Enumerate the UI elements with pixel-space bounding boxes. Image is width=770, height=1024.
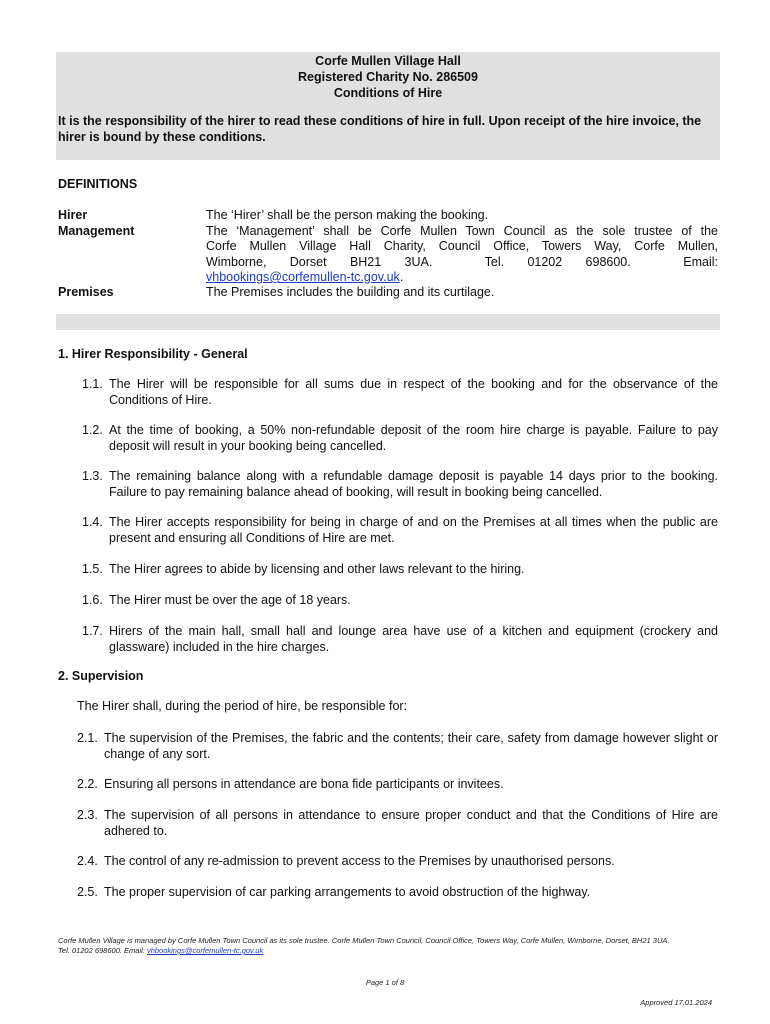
management-email-suffix: . (399, 270, 404, 284)
section-divider (56, 314, 720, 330)
term-management: Management (58, 224, 135, 238)
list-item (82, 624, 718, 655)
item-number: 1.5. (82, 562, 103, 576)
item-number: 1.7. (82, 624, 103, 638)
item-text: At the time of booking, a 50% non-refundable deposit of the room hire charge is payable. Failure to pay deposit will result in your booking being cancelled. (109, 423, 718, 453)
list-item (82, 423, 718, 454)
footer-note (58, 936, 718, 956)
item-text: Ensuring all persons in attendance are bona fide participants or invitees. (104, 777, 504, 791)
list-item (77, 808, 718, 839)
definition-premises: The Premises includes the building and its curtilage. (206, 285, 495, 299)
term-hirer: Hirer (58, 208, 88, 222)
footer-contact: Tel. 01202 698600. Email: (58, 946, 147, 955)
item-text: The supervision of all persons in attendance to ensure proper conduct and that the Conditions of Hire are adhered to. (104, 808, 718, 838)
list-item (77, 777, 718, 793)
definition-management-line3: Wimborne, Dorset BH21 3UA. Tel. 01202 698600. Email: (206, 255, 718, 269)
footer-email-link[interactable]: vhbookings@corfemullen-tc.gov.uk (146, 946, 264, 955)
section1-heading: 1. Hirer Responsibility - General (58, 347, 248, 361)
approved-date: Approved 17.01.2024 (640, 998, 712, 1007)
item-number: 1.6. (82, 593, 103, 607)
charity-number: Registered Charity No. 286509 (298, 70, 478, 84)
item-number: 2.4. (77, 854, 98, 868)
item-number: 1.2. (82, 423, 103, 437)
hirer-notice: It is the responsibility of the hirer to read these conditions of hire in full. Upon receipt of the hire invoice, the hirer is bound by these conditions. (58, 114, 702, 144)
list-item (82, 377, 718, 408)
hall-name: Corfe Mullen Village Hall (315, 54, 461, 68)
footer-note-line2 (58, 946, 718, 956)
item-number: 2.1. (77, 731, 98, 745)
item-number: 1.1. (82, 377, 103, 391)
page-number: Page 1 of 8 (365, 978, 405, 987)
item-text: The Hirer must be over the age of 18 years. (109, 593, 351, 607)
item-text: The remaining balance along with a refundable damage deposit is payable 14 days prior to the booking. Failure to pay remaining balance ahead of booking, will result in booking being cancelled. (109, 469, 718, 499)
section2-heading: 2. Supervision (58, 669, 144, 683)
management-email-link[interactable]: vhbookings@corfemullen-tc.gov.uk (206, 270, 400, 284)
list-item (82, 515, 718, 546)
document-title: Conditions of Hire (333, 86, 443, 100)
footer-note-line1: Corfe Mullen Village is managed by Corfe Mullen Town Council as its sole trustee. Corfe Mullen Town Council, Council Office, Towers Way, Corfe Mullen, Wimborne, Dorset, BH21 3UA. (58, 936, 670, 945)
item-number: 2.3. (77, 808, 98, 822)
definition-management-line4 (206, 270, 718, 286)
list-item (77, 731, 718, 762)
term-premises: Premises (58, 285, 114, 299)
item-number: 1.3. (82, 469, 103, 483)
section2-intro: The Hirer shall, during the period of hire, be responsible for: (77, 699, 408, 713)
definitions-heading: DEFINITIONS (58, 177, 138, 191)
item-number: 2.5. (77, 885, 98, 899)
list-item (77, 885, 718, 901)
item-number: 2.2. (77, 777, 98, 791)
definition-management-line2: Corfe Mullen Village Hall Charity, Council Office, Towers Way, Corfe Mullen, (206, 239, 718, 253)
list-item (82, 562, 718, 578)
item-text: The control of any re-admission to prevent access to the Premises by unauthorised persons. (104, 854, 615, 868)
item-number: 1.4. (82, 515, 103, 529)
list-item (82, 469, 718, 500)
item-text: The Hirer accepts responsibility for being in charge of and on the Premises at all times when the public are present and ensuring all Conditions of Hire are met. (109, 515, 718, 545)
definition-management-line1: The ‘Management’ shall be Corfe Mullen Town Council as the sole trustee of the (206, 224, 718, 238)
item-text: The proper supervision of car parking arrangements to avoid obstruction of the highway. (104, 885, 591, 899)
list-item (77, 854, 718, 870)
list-item (82, 593, 718, 609)
item-text: Hirers of the main hall, small hall and lounge area have use of a kitchen and equipment (crockery and glassware) included in the hire charges. (109, 624, 718, 654)
definition-hirer: The ‘Hirer’ shall be the person making the booking. (206, 208, 489, 222)
item-text: The supervision of the Premises, the fabric and the contents; their care, safety from damage however slight or change of any sort. (104, 731, 718, 761)
item-text: The Hirer will be responsible for all sums due in respect of the booking and for the observance of the Conditions of Hire. (109, 377, 718, 407)
item-text: The Hirer agrees to abide by licensing and other laws relevant to the hiring. (109, 562, 525, 576)
